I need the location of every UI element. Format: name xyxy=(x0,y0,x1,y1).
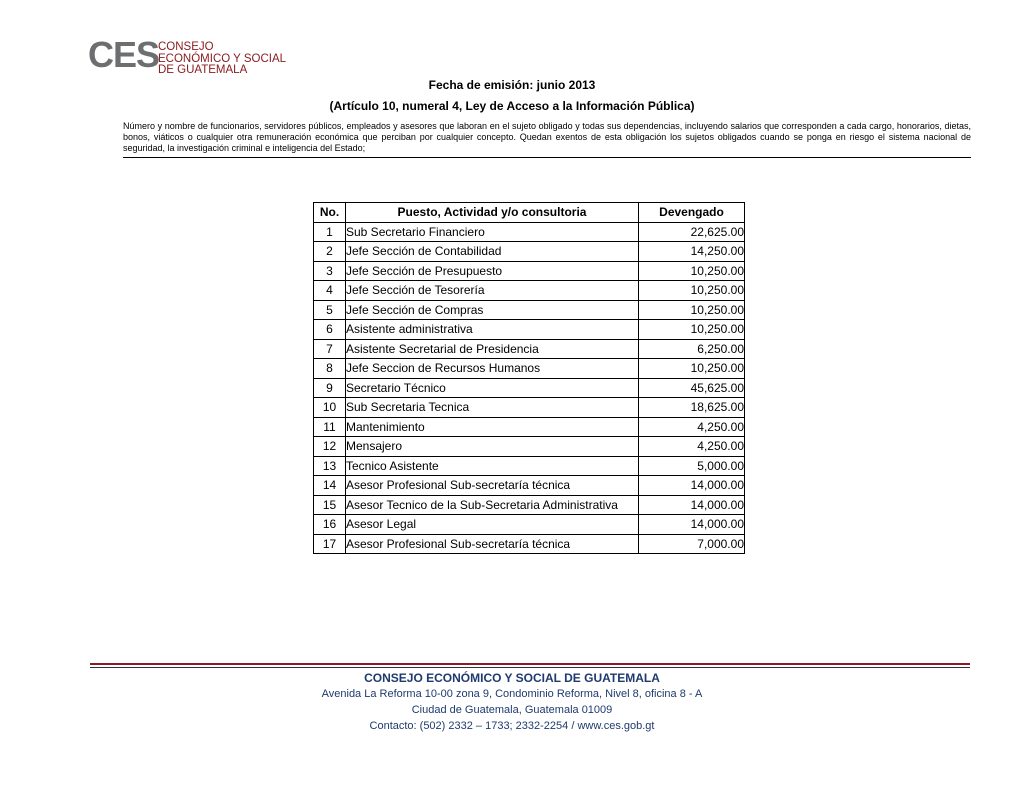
position-cell: Sub Secretaria Tecnica xyxy=(346,398,639,418)
row-number-cell: 2 xyxy=(314,242,346,262)
table-row xyxy=(314,261,745,281)
staff-salary-table xyxy=(313,202,745,554)
position-cell: Asistente administrativa xyxy=(346,320,639,340)
earned-amount-cell: 5,000.00 xyxy=(639,456,745,476)
table-row xyxy=(314,222,745,242)
table-row xyxy=(314,476,745,496)
earned-amount-cell: 10,250.00 xyxy=(639,359,745,379)
table-row xyxy=(314,534,745,554)
table-row xyxy=(314,339,745,359)
position-cell: Asistente Secretarial de Presidencia xyxy=(346,339,639,359)
law-reference: (Artículo 10, numeral 4, Ley de Acceso a la Información Pública) xyxy=(329,99,695,113)
logo-mark: CES xyxy=(88,34,160,75)
table-row xyxy=(314,515,745,535)
col-header-no: No. xyxy=(314,203,346,223)
row-number-cell: 8 xyxy=(314,359,346,379)
table-row xyxy=(314,281,745,301)
earned-amount-cell: 10,250.00 xyxy=(639,320,745,340)
position-cell: Asesor Legal xyxy=(346,515,639,535)
position-cell: Mantenimiento xyxy=(346,417,639,437)
position-cell: Jefe Seccion de Recursos Humanos xyxy=(346,359,639,379)
table-row xyxy=(314,437,745,457)
table-row xyxy=(314,359,745,379)
earned-amount-cell: 10,250.00 xyxy=(639,261,745,281)
table-header-row xyxy=(314,203,745,223)
footer-contact: Contacto: (502) 2332 – 1733; 2332-2254 / www.ces.gob.gt xyxy=(369,720,655,732)
row-number-cell: 12 xyxy=(314,437,346,457)
position-cell: Secretario Técnico xyxy=(346,378,639,398)
earned-amount-cell: 10,250.00 xyxy=(639,300,745,320)
position-cell: Jefe Sección de Presupuesto xyxy=(346,261,639,281)
row-number-cell: 13 xyxy=(314,456,346,476)
row-number-cell: 17 xyxy=(314,534,346,554)
position-cell: Sub Secretario Financiero xyxy=(346,222,639,242)
logo-line-3: DE GUATEMALA xyxy=(158,64,248,76)
footer-city: Ciudad de Guatemala, Guatemala 01009 xyxy=(411,704,613,716)
table-row xyxy=(314,378,745,398)
col-header-position: Puesto, Actividad y/o consultoria xyxy=(346,203,639,223)
row-number-cell: 16 xyxy=(314,515,346,535)
row-number-cell: 6 xyxy=(314,320,346,340)
footer-divider-dark xyxy=(90,667,970,668)
logo-line-2: ECONÓMICO Y SOCIAL xyxy=(158,52,287,65)
logo-wordmark xyxy=(158,42,328,77)
position-cell: Asesor Profesional Sub-secretaría técnica xyxy=(346,534,639,554)
table-row xyxy=(314,300,745,320)
earned-amount-cell: 7,000.00 xyxy=(639,534,745,554)
row-number-cell: 7 xyxy=(314,339,346,359)
earned-amount-cell: 6,250.00 xyxy=(639,339,745,359)
description-paragraph: Número y nombre de funcionarios, servidores públicos, empleados y asesores que laboran en el sujeto obligado y todas sus dependencias, incluyendo salarios que corresponden a cada cargo, honorarios, dietas, bonos, viáticos o cualquier otra remuneración económica que perciban por cualquier concepto. Quedan exentos de esta obligación los sujetos obligados cuando se ponga en riesgo el sistema nacional de seguridad, la investigación criminal e inteligencia del Estado; xyxy=(123,121,971,153)
position-cell: Asesor Tecnico de la Sub-Secretaria Administrativa xyxy=(346,495,639,515)
row-number-cell: 9 xyxy=(314,378,346,398)
row-number-cell: 5 xyxy=(314,300,346,320)
table-row xyxy=(314,456,745,476)
table-row xyxy=(314,495,745,515)
row-number-cell: 14 xyxy=(314,476,346,496)
footer-address: Avenida La Reforma 10-00 zona 9, Condominio Reforma, Nivel 8, oficina 8 - A xyxy=(321,688,703,700)
position-cell: Jefe Sección de Contabilidad xyxy=(346,242,639,262)
earned-amount-cell: 22,625.00 xyxy=(639,222,745,242)
earned-amount-cell: 14,250.00 xyxy=(639,242,745,262)
position-cell: Mensajero xyxy=(346,437,639,457)
row-number-cell: 1 xyxy=(314,222,346,242)
earned-amount-cell: 4,250.00 xyxy=(639,437,745,457)
table-row xyxy=(314,398,745,418)
earned-amount-cell: 4,250.00 xyxy=(639,417,745,437)
row-number-cell: 11 xyxy=(314,417,346,437)
earned-amount-cell: 14,000.00 xyxy=(639,495,745,515)
position-cell: Tecnico Asistente xyxy=(346,456,639,476)
col-header-earned: Devengado xyxy=(639,203,745,223)
position-cell: Jefe Sección de Tesorería xyxy=(346,281,639,301)
table-row xyxy=(314,242,745,262)
table-body xyxy=(314,222,745,554)
issue-date: Fecha de emisión: junio 2013 xyxy=(428,78,596,92)
row-number-cell: 10 xyxy=(314,398,346,418)
earned-amount-cell: 14,000.00 xyxy=(639,515,745,535)
description-divider xyxy=(123,157,971,158)
footer-org-name: CONSEJO ECONÓMICO Y SOCIAL DE GUATEMALA xyxy=(364,671,660,685)
earned-amount-cell: 14,000.00 xyxy=(639,476,745,496)
row-number-cell: 4 xyxy=(314,281,346,301)
row-number-cell: 3 xyxy=(314,261,346,281)
earned-amount-cell: 10,250.00 xyxy=(639,281,745,301)
table-row xyxy=(314,320,745,340)
position-cell: Jefe Sección de Compras xyxy=(346,300,639,320)
earned-amount-cell: 18,625.00 xyxy=(639,398,745,418)
logo-line-1: CONSEJO xyxy=(158,41,214,53)
table-row xyxy=(314,417,745,437)
earned-amount-cell: 45,625.00 xyxy=(639,378,745,398)
footer-divider-red xyxy=(90,663,970,665)
position-cell: Asesor Profesional Sub-secretaría técnica xyxy=(346,476,639,496)
row-number-cell: 15 xyxy=(314,495,346,515)
